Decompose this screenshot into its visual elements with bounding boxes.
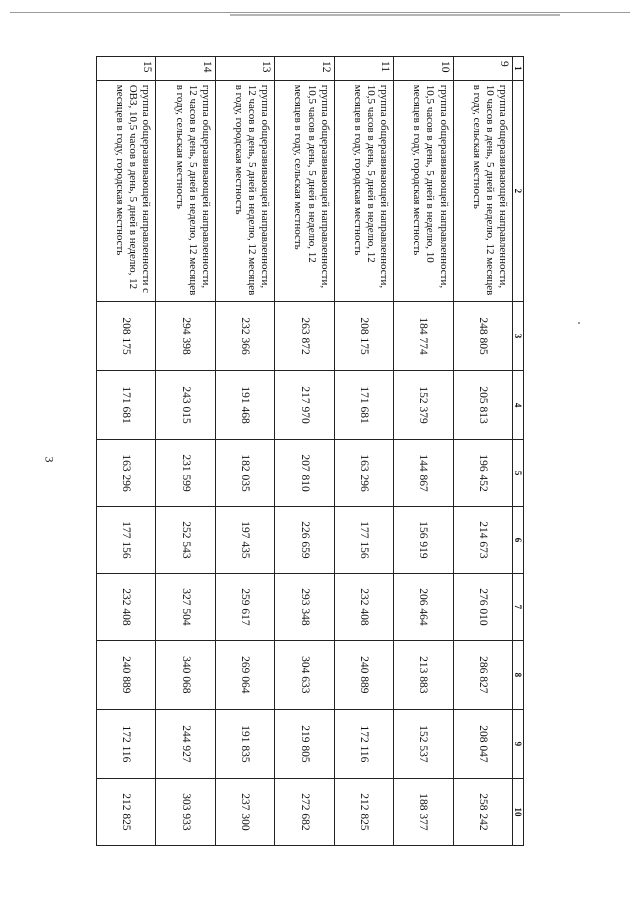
table-row — [215, 57, 274, 846]
row-index: 15 — [97, 57, 156, 81]
value-cell: 208 175 — [334, 301, 393, 370]
value-cell: 152 537 — [394, 709, 453, 778]
value-cell: 340 068 — [156, 640, 215, 709]
column-header: 3 — [513, 301, 524, 370]
value-cell: 237 300 — [215, 778, 274, 845]
column-header: 8 — [513, 640, 524, 709]
value-cell: 293 348 — [275, 573, 334, 640]
value-cell: 205 813 — [453, 371, 512, 440]
value-cell: 208 175 — [97, 301, 156, 370]
row-description: группа общеразвивающей направленности, 10,5 часов в день, 5 дней в неделю, 12 месяцев в году, городская местность — [334, 80, 393, 301]
value-cell: 172 116 — [334, 709, 393, 778]
row-description: группа общеразвивающей направленности с ОВЗ, 10,5 часов в день, 5 дней в неделю, 12 месяцев в году, городская местность — [97, 80, 156, 301]
value-cell: 163 296 — [334, 440, 393, 507]
value-cell: 214 673 — [453, 507, 512, 574]
value-cell: 231 599 — [156, 440, 215, 507]
row-index: 11 — [334, 57, 393, 81]
table-row — [334, 57, 393, 846]
value-cell: 213 883 — [394, 640, 453, 709]
value-cell: 197 435 — [215, 507, 274, 574]
column-header: 5 — [513, 440, 524, 507]
column-header: 9 — [513, 709, 524, 778]
value-cell: 191 835 — [215, 709, 274, 778]
value-cell: 248 805 — [453, 301, 512, 370]
value-cell: 163 296 — [97, 440, 156, 507]
row-description: группа общеразвивающей направленности, 10,5 часов в день, 5 дней в неделю, 12 месяцев в году, сельская местность — [275, 80, 334, 301]
value-cell: 177 156 — [97, 507, 156, 574]
value-cell: 240 889 — [334, 640, 393, 709]
rotated-table-container — [96, 56, 524, 846]
value-cell: 244 927 — [156, 709, 215, 778]
value-cell: 152 379 — [394, 371, 453, 440]
column-header: 6 — [513, 507, 524, 574]
value-cell: 171 681 — [97, 371, 156, 440]
value-cell: 263 872 — [275, 301, 334, 370]
row-description: группа общеразвивающей направленности, 10,5 часов в день, 5 дней в неделю, 10 месяцев в году, городская местность — [394, 80, 453, 301]
value-cell: 258 242 — [453, 778, 512, 845]
row-index: 14 — [156, 57, 215, 81]
value-cell: 207 810 — [275, 440, 334, 507]
column-header: 1 — [513, 57, 524, 81]
page-number: 3 — [42, 456, 57, 463]
row-index: 10 — [394, 57, 453, 81]
value-cell: 226 659 — [275, 507, 334, 574]
value-cell: 206 464 — [394, 573, 453, 640]
row-index: 12 — [275, 57, 334, 81]
value-cell: 191 468 — [215, 371, 274, 440]
value-cell: 240 889 — [97, 640, 156, 709]
scan-top-edge-line — [10, 12, 630, 13]
value-cell: 182 035 — [215, 440, 274, 507]
value-cell: 212 825 — [334, 778, 393, 845]
column-header: 7 — [513, 573, 524, 640]
value-cell: 304 633 — [275, 640, 334, 709]
value-cell: 188 377 — [394, 778, 453, 845]
row-description: группа общеразвивающей направленности, 10 часов в день, 5 дней в неделю, 12 месяцев в году, сельская местность — [453, 80, 512, 301]
row-description: группа общеразвивающей направленности, 12 часов в день, 5 дней в неделю, 12 месяцев в году, сельская местность — [156, 80, 215, 301]
row-description: группа общеразвивающей направленности, 12 часов в день, 5 дней в неделю, 12 месяцев в году, городская местность — [215, 80, 274, 301]
value-cell: 276 010 — [453, 573, 512, 640]
value-cell: 196 452 — [453, 440, 512, 507]
table-row — [275, 57, 334, 846]
column-header: 10 — [513, 778, 524, 845]
value-cell: 272 682 — [275, 778, 334, 845]
table-row — [156, 57, 215, 846]
row-index: 13 — [215, 57, 274, 81]
value-cell: 269 064 — [215, 640, 274, 709]
value-cell: 217 970 — [275, 371, 334, 440]
value-cell: 232 366 — [215, 301, 274, 370]
value-cell: 177 156 — [334, 507, 393, 574]
value-cell: 156 919 — [394, 507, 453, 574]
value-cell: 286 827 — [453, 640, 512, 709]
value-cell: 232 408 — [334, 573, 393, 640]
column-header: 2 — [513, 80, 524, 301]
value-cell: 294 398 — [156, 301, 215, 370]
scan-top-edge-smear — [230, 14, 560, 16]
cost-table — [96, 56, 524, 846]
table-header-row — [513, 57, 524, 846]
value-cell: 259 617 — [215, 573, 274, 640]
value-cell: 171 681 — [334, 371, 393, 440]
table-row — [394, 57, 453, 846]
value-cell: 327 504 — [156, 573, 215, 640]
table-row — [97, 57, 156, 846]
value-cell: 219 805 — [275, 709, 334, 778]
table-row — [453, 57, 512, 846]
value-cell: 144 867 — [394, 440, 453, 507]
value-cell: 172 116 — [97, 709, 156, 778]
value-cell: 208 047 — [453, 709, 512, 778]
column-header: 4 — [513, 371, 524, 440]
row-index: 9 — [453, 57, 512, 81]
value-cell: 303 933 — [156, 778, 215, 845]
value-cell: 232 408 — [97, 573, 156, 640]
scan-dust-mark — [578, 322, 580, 324]
value-cell: 212 825 — [97, 778, 156, 845]
value-cell: 184 774 — [394, 301, 453, 370]
value-cell: 252 543 — [156, 507, 215, 574]
value-cell: 243 015 — [156, 371, 215, 440]
